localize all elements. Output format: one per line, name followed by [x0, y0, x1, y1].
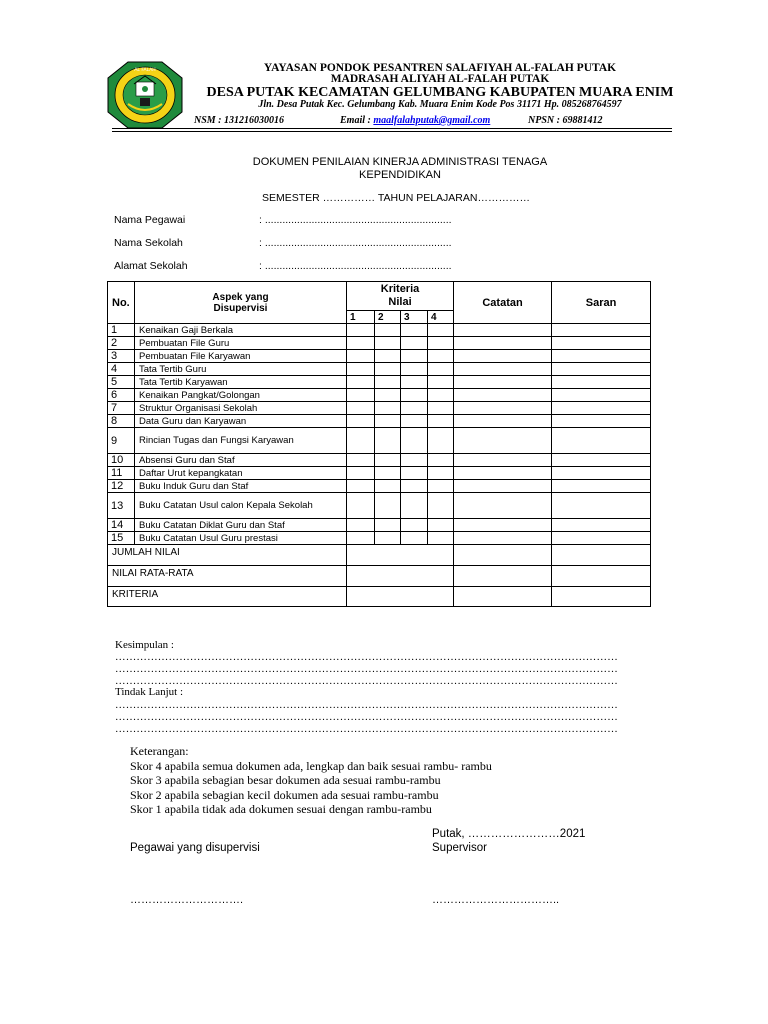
row-number: 13: [108, 493, 135, 519]
catatan-cell[interactable]: [454, 467, 552, 480]
table-row: [108, 519, 651, 532]
table-row: [108, 402, 651, 415]
row-number: 8: [108, 415, 135, 428]
row-aspek: Pembuatan File Guru: [135, 337, 347, 350]
header-score-4: 4: [428, 311, 454, 324]
saran-cell[interactable]: [552, 363, 651, 376]
row-aspek: Struktur Organisasi Sekolah: [135, 402, 347, 415]
catatan-cell[interactable]: [454, 402, 552, 415]
score-2-cell[interactable]: [375, 454, 401, 467]
table-row: [108, 415, 651, 428]
score-3-cell[interactable]: [401, 350, 428, 363]
row-aspek: Pembuatan File Karyawan: [135, 350, 347, 363]
score-1-cell[interactable]: [347, 480, 375, 493]
table-row: [108, 454, 651, 467]
row-number: 15: [108, 532, 135, 545]
score-4-cell[interactable]: [428, 363, 454, 376]
row-number: 7: [108, 402, 135, 415]
row-number: 4: [108, 363, 135, 376]
saran-cell[interactable]: [552, 376, 651, 389]
score-1-cell[interactable]: [347, 402, 375, 415]
keterangan-item: Skor 4 apabila semua dokumen ada, lengkap dan baik sesuai rambu- rambu: [130, 758, 492, 773]
saran-cell[interactable]: [552, 324, 651, 337]
keterangan-item: Skor 3 apabila sebagian besar dokumen ada sesuai rambu-rambu: [130, 773, 441, 787]
header-saran: Saran: [552, 282, 651, 324]
tindak-lanjut-label: Tindak Lanjut :: [115, 686, 184, 698]
score-3-cell[interactable]: [401, 493, 428, 519]
score-1-cell[interactable]: [347, 350, 375, 363]
school-logo: [104, 60, 186, 130]
score-1-cell[interactable]: [347, 389, 375, 402]
score-3-cell[interactable]: [401, 454, 428, 467]
saran-cell[interactable]: [552, 493, 651, 519]
keterangan-item: Skor 1 apabila tidak ada dokumen sesuai dengan rambu-rambu: [130, 802, 432, 816]
row-aspek: Buku Catatan Diklat Guru dan Staf: [135, 519, 347, 532]
kriteria-cell[interactable]: [347, 587, 454, 607]
score-4-cell[interactable]: [428, 480, 454, 493]
table-row: [108, 324, 651, 337]
table-row: [108, 480, 651, 493]
score-3-cell[interactable]: [401, 402, 428, 415]
pegawai-role: Pegawai yang disupervisi: [130, 842, 260, 854]
score-4-cell[interactable]: [428, 493, 454, 519]
score-4-cell[interactable]: [428, 454, 454, 467]
jumlah-nilai-cell[interactable]: [347, 545, 454, 566]
score-1-cell[interactable]: [347, 415, 375, 428]
score-3-cell[interactable]: [401, 337, 428, 350]
score-4-cell[interactable]: [428, 350, 454, 363]
saran-cell[interactable]: [552, 389, 651, 402]
letterhead-address: Jln. Desa Putak Kec. Gelumbang Kab. Muara Enim Kode Pos 31171 Hp. 085268764597: [258, 99, 622, 110]
catatan-cell[interactable]: [454, 376, 552, 389]
catatan-cell[interactable]: [454, 519, 552, 532]
tindak-line-2[interactable]: ……………………………………………………………………………………………………………………………: [115, 712, 618, 723]
table-row: [108, 350, 651, 363]
svg-text:AL FALAH: AL FALAH: [134, 68, 156, 73]
saran-cell[interactable]: [552, 350, 651, 363]
kriteria-saran-cell[interactable]: [552, 587, 651, 607]
row-number: 12: [108, 480, 135, 493]
saran-cell[interactable]: [552, 480, 651, 493]
field-value-nama-sekolah: : ................................................................: [259, 237, 452, 249]
saran-cell[interactable]: [552, 402, 651, 415]
catatan-cell[interactable]: [454, 324, 552, 337]
score-4-cell[interactable]: [428, 415, 454, 428]
row-number: 3: [108, 350, 135, 363]
score-2-cell[interactable]: [375, 519, 401, 532]
score-3-cell[interactable]: [401, 428, 428, 454]
jumlah-nilai-label: JUMLAH NILAI: [108, 545, 347, 566]
field-value-alamat-sekolah: : ................................................................: [259, 260, 452, 272]
table-row: [108, 467, 651, 480]
score-2-cell[interactable]: [375, 480, 401, 493]
score-3-cell[interactable]: [401, 376, 428, 389]
keterangan-title: Keterangan:: [130, 744, 189, 758]
score-2-cell[interactable]: [375, 428, 401, 454]
kriteria-catatan-cell[interactable]: [454, 587, 552, 607]
nilai-rata-cell[interactable]: [347, 566, 454, 587]
catatan-cell[interactable]: [454, 454, 552, 467]
row-aspek: Tata Tertib Guru: [135, 363, 347, 376]
score-3-cell[interactable]: [401, 389, 428, 402]
place-date: Putak, ……………………2021: [432, 828, 586, 840]
score-2-cell[interactable]: [375, 324, 401, 337]
row-number: 11: [108, 467, 135, 480]
document-title: DOKUMEN PENILAIAN KINERJA ADMINISTRASI TENAGA KEPENDIDIKAN: [252, 156, 548, 181]
kesimpulan-line-1[interactable]: ……………………………………………………………………………………………………………………………: [115, 652, 618, 663]
row-aspek: Absensi Guru dan Staf: [135, 454, 347, 467]
nilai-rata-label: NILAI RATA-RATA: [108, 566, 347, 587]
score-1-cell[interactable]: [347, 376, 375, 389]
header-score-3: 3: [401, 311, 428, 324]
catatan-cell[interactable]: [454, 480, 552, 493]
table-row: [108, 428, 651, 454]
score-2-cell[interactable]: [375, 376, 401, 389]
score-3-cell[interactable]: [401, 324, 428, 337]
email-link[interactable]: maalfalahputak@gmail.com: [373, 115, 491, 126]
score-4-cell[interactable]: [428, 337, 454, 350]
letterhead-rule-thick: [112, 128, 672, 129]
saran-cell[interactable]: [552, 337, 651, 350]
pegawai-signature-line[interactable]: ………………………….: [130, 894, 244, 906]
rata-catatan-cell[interactable]: [454, 566, 552, 587]
score-2-cell[interactable]: [375, 493, 401, 519]
score-1-cell[interactable]: [347, 428, 375, 454]
score-3-cell[interactable]: [401, 415, 428, 428]
catatan-cell[interactable]: [454, 389, 552, 402]
row-aspek: Buku Induk Guru dan Staf: [135, 480, 347, 493]
table-row: [108, 389, 651, 402]
row-aspek: Kenaikan Gaji Berkala: [135, 324, 347, 337]
field-label-nama-sekolah: Nama Sekolah: [114, 237, 183, 249]
saran-cell[interactable]: [552, 532, 651, 545]
score-1-cell[interactable]: [347, 493, 375, 519]
jumlah-catatan-cell[interactable]: [454, 545, 552, 566]
score-2-cell[interactable]: [375, 467, 401, 480]
tindak-line-1[interactable]: ……………………………………………………………………………………………………………………………: [115, 700, 618, 711]
row-number: 9: [108, 428, 135, 454]
header-no: No.: [108, 282, 135, 324]
header-catatan: Catatan: [454, 282, 552, 324]
score-3-cell[interactable]: [401, 480, 428, 493]
row-number: 1: [108, 324, 135, 337]
letterhead-nsm: NSM : 131216030016: [194, 115, 285, 126]
kesimpulan-label: Kesimpulan :: [115, 639, 174, 651]
letterhead-npsn: NPSN : 69881412: [528, 115, 603, 126]
field-label-nama-pegawai: Nama Pegawai: [114, 214, 186, 226]
row-number: 2: [108, 337, 135, 350]
score-1-cell[interactable]: [347, 454, 375, 467]
assessment-table: [107, 281, 651, 607]
header-aspek: Aspek yang Disupervisi: [135, 282, 347, 324]
keterangan-item: Skor 2 apabila sebagian kecil dokumen ada sesuai rambu-rambu: [130, 787, 439, 802]
catatan-cell[interactable]: [454, 415, 552, 428]
saran-cell[interactable]: [552, 519, 651, 532]
row-number: 14: [108, 519, 135, 532]
header-kriteria: Kriteria Nilai: [347, 282, 454, 311]
score-2-cell[interactable]: [375, 402, 401, 415]
row-aspek: Data Guru dan Karyawan: [135, 415, 347, 428]
score-2-cell[interactable]: [375, 415, 401, 428]
jumlah-saran-cell[interactable]: [552, 545, 651, 566]
semester-line: SEMESTER …………… TAHUN PELAJARAN……………: [262, 192, 530, 204]
kesimpulan-line-2[interactable]: ……………………………………………………………………………………………………………………………: [115, 664, 618, 675]
letterhead-rule-thin: [112, 131, 672, 132]
score-3-cell[interactable]: [401, 532, 428, 545]
row-aspek: Kenaikan Pangkat/Golongan: [135, 389, 347, 402]
score-4-cell[interactable]: [428, 402, 454, 415]
keterangan-block: [130, 744, 492, 817]
letterhead-email: [340, 115, 490, 126]
row-aspek: Tata Tertib Karyawan: [135, 376, 347, 389]
saran-cell[interactable]: [552, 415, 651, 428]
score-2-cell[interactable]: [375, 389, 401, 402]
score-1-cell[interactable]: [347, 467, 375, 480]
row-aspek: Rincian Tugas dan Fungsi Karyawan: [135, 428, 347, 454]
catatan-cell[interactable]: [454, 337, 552, 350]
field-value-nama-pegawai: : ................................................................: [259, 214, 452, 226]
score-3-cell[interactable]: [401, 467, 428, 480]
row-aspek: Buku Catatan Usul calon Kepala Sekolah: [135, 493, 347, 519]
row-number: 6: [108, 389, 135, 402]
score-1-cell[interactable]: [347, 519, 375, 532]
row-number: 5: [108, 376, 135, 389]
table-row: [108, 363, 651, 376]
score-2-cell[interactable]: [375, 363, 401, 376]
score-4-cell[interactable]: [428, 467, 454, 480]
table-row: [108, 337, 651, 350]
score-4-cell[interactable]: [428, 519, 454, 532]
score-1-cell[interactable]: [347, 363, 375, 376]
field-label-alamat-sekolah: Alamat Sekolah: [114, 260, 188, 272]
score-2-cell[interactable]: [375, 350, 401, 363]
catatan-cell[interactable]: [454, 493, 552, 519]
score-1-cell[interactable]: [347, 324, 375, 337]
score-2-cell[interactable]: [375, 532, 401, 545]
letterhead-foundation: YAYASAN PONDOK PESANTREN SALAFIYAH AL-FALAH PUTAK: [263, 62, 617, 74]
score-1-cell[interactable]: [347, 337, 375, 350]
header-score-1: 1: [347, 311, 375, 324]
kriteria-label: KRITERIA: [108, 587, 347, 607]
saran-cell[interactable]: [552, 454, 651, 467]
saran-cell[interactable]: [552, 428, 651, 454]
catatan-cell[interactable]: [454, 363, 552, 376]
table-row: [108, 493, 651, 519]
supervisor-role: Supervisor: [432, 842, 487, 854]
header-score-2: 2: [375, 311, 401, 324]
saran-cell[interactable]: [552, 467, 651, 480]
table-row: [108, 532, 651, 545]
row-aspek: Daftar Urut kepangkatan: [135, 467, 347, 480]
score-4-cell[interactable]: [428, 324, 454, 337]
catatan-cell[interactable]: [454, 428, 552, 454]
score-3-cell[interactable]: [401, 363, 428, 376]
score-4-cell[interactable]: [428, 428, 454, 454]
email-label: Email :: [340, 115, 371, 126]
table-row: [108, 376, 651, 389]
letterhead-madrasah: MADRASAH ALIYAH AL-FALAH PUTAK: [330, 73, 550, 85]
catatan-cell[interactable]: [454, 532, 552, 545]
supervisor-signature-line[interactable]: ……………………………..: [432, 894, 560, 906]
score-4-cell[interactable]: [428, 389, 454, 402]
score-4-cell[interactable]: [428, 532, 454, 545]
tindak-line-3[interactable]: ……………………………………………………………………………………………………………………………: [115, 724, 618, 735]
score-3-cell[interactable]: [401, 519, 428, 532]
row-number: 10: [108, 454, 135, 467]
score-4-cell[interactable]: [428, 376, 454, 389]
score-2-cell[interactable]: [375, 337, 401, 350]
row-aspek: Buku Catatan Usul Guru prestasi: [135, 532, 347, 545]
rata-saran-cell[interactable]: [552, 566, 651, 587]
kesimpulan-line-3[interactable]: ……………………………………………………………………………………………………………………………: [115, 676, 618, 687]
catatan-cell[interactable]: [454, 350, 552, 363]
letterhead-village: DESA PUTAK KECAMATAN GELUMBANG KABUPATEN MUARA ENIM: [206, 85, 674, 100]
score-1-cell[interactable]: [347, 532, 375, 545]
